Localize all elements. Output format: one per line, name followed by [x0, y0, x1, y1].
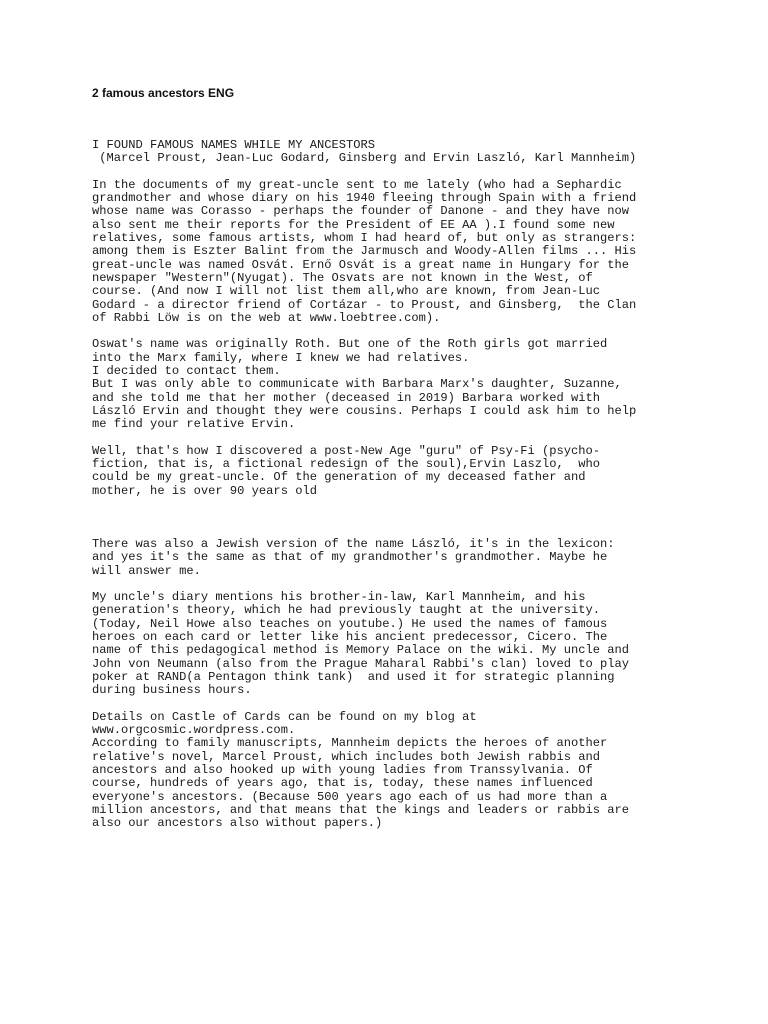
paragraph-line: I decided to contact them. — [92, 364, 281, 379]
paragraph-line: name of this pedagogical method is Memory Palace on the wiki. My uncle and — [92, 643, 630, 658]
paragraph-line: also sent me their reports for the President of EE AA ).I found some new — [92, 217, 615, 232]
paragraph-line: whose name was Corasso - perhaps the founder of Danone - and they have now — [92, 204, 630, 219]
paragraph-3 — [92, 538, 732, 578]
paragraph-line: relative's novel, Marcel Proust, which includes both Jewish rabbis and — [92, 749, 601, 764]
paragraph-5 — [92, 711, 732, 831]
paragraph-line: grandmother and whose diary on his 1940 fleeing through Spain with a friend — [92, 191, 637, 206]
paragraph-line: course, hundreds of years ago, that is, today, these names influenced — [92, 776, 593, 791]
paragraph-line: newspaper "Western"(Nyugat). The Osvats are not known in the West, of — [92, 270, 593, 285]
body-title-names-line: (Marcel Proust, Jean-Luc Godard, Ginsberg and Ervin Laszló, Karl Mannheim) — [92, 151, 637, 166]
paragraph-line: László Ervin and thought they were cousins. Perhaps I could ask him to help — [92, 403, 637, 418]
paragraph-line: According to family manuscripts, Mannheim depicts the heroes of another — [92, 736, 608, 751]
paragraph-line: among them is Eszter Balint from the Jarmusch and Woody-Allen films ... His — [92, 244, 637, 259]
paragraph-gap — [92, 578, 732, 591]
body-title-line: I FOUND FAMOUS NAMES WHILE MY ANCESTORS — [92, 138, 376, 152]
paragraph-2 — [92, 445, 732, 498]
paragraph-line: mother, he is over 90 years old — [92, 483, 317, 498]
paragraph-line: during business hours. — [92, 683, 252, 698]
paragraph-line: everyone's ancestors. (Because 500 years ago each of us had more than a — [92, 789, 608, 804]
paragraph-line: and she told me that her mother (deceased in 2019) Barbara worked with — [92, 390, 601, 405]
paragraph-gap — [92, 511, 732, 538]
paragraph-1 — [92, 338, 732, 431]
paragraph-line: poker at RAND(a Pentagon think tank) and used it for strategic planning — [92, 669, 615, 684]
paragraph-line: Godard - a director friend of Cortázar - to Proust, and Ginsberg, the Clan — [92, 297, 637, 312]
document-body — [92, 139, 732, 830]
paragraph-line: generation's theory, which he had previously taught at the university. — [92, 603, 601, 618]
paragraph-line: will answer me. — [92, 563, 201, 578]
paragraph-line: Well, that's how I discovered a post-New Age "guru" of Psy-Fi (psycho- — [92, 443, 601, 458]
paragraph-line: could be my great-uncle. Of the generation of my deceased father and — [92, 470, 586, 485]
document-heading: 2 famous ancestors ENG — [92, 86, 235, 100]
paragraph-gap — [92, 166, 732, 179]
paragraph-line: relatives, some famous artists, whom I had heard of, but only as strangers: — [92, 231, 637, 246]
paragraph-line: But I was only able to communicate with Barbara Marx's daughter, Suzanne, — [92, 377, 622, 392]
paragraph-line: John von Neumann (also from the Prague Maharal Rabbi's clan) loved to play — [92, 656, 630, 671]
paragraph-line: of Rabbi Löw is on the web at www.loebtree.com). — [92, 310, 441, 325]
paragraph-line: fiction, that is, a fictional redesign of the soul),Ervin Laszlo, who — [92, 457, 601, 472]
paragraph-line: into the Marx family, where I knew we had relatives. — [92, 350, 470, 365]
paragraph-line: My uncle's diary mentions his brother-in-law, Karl Mannheim, and his — [92, 590, 586, 605]
paragraph-line: (Today, Neil Howe also teaches on youtube.) He used the names of famous — [92, 616, 608, 631]
paragraph-line: million ancestors, and that means that the kings and leaders or rabbis are — [92, 802, 630, 817]
paragraph-line: great-uncle was named Osvát. Ernő Osvát is a great name in Hungary for the — [92, 257, 630, 272]
paragraph-gap — [92, 432, 732, 445]
paragraph-gap — [92, 498, 732, 511]
paragraph-gap — [92, 325, 732, 338]
paragraph-line: me find your relative Ervin. — [92, 417, 296, 432]
paragraph-line: also our ancestors also without papers.) — [92, 816, 383, 831]
paragraph-line: Details on Castle of Cards can be found on my blog at — [92, 709, 477, 724]
paragraph-line: course. (And now I will not list them all,who are known, from Jean-Luc — [92, 284, 601, 299]
paragraph-0 — [92, 179, 732, 325]
paragraph-line: ancestors and also hooked up with young ladies from Transsylvania. Of — [92, 762, 593, 777]
paragraph-line: heroes on each card or letter like his ancient predecessor, Cicero. The — [92, 629, 608, 644]
paragraph-line: and yes it's the same as that of my grandmother's grandmother. Maybe he — [92, 550, 608, 565]
paragraph-line: In the documents of my great-uncle sent to me lately (who had a Sephardic — [92, 177, 622, 192]
paragraph-line: Oswat's name was originally Roth. But one of the Roth girls got married — [92, 337, 608, 352]
paragraph-line: www.orgcosmic.wordpress.com. — [92, 723, 296, 738]
paragraph-gap — [92, 697, 732, 710]
paragraph-line: There was also a Jewish version of the name László, it's in the lexicon: — [92, 536, 615, 551]
paragraph-4 — [92, 591, 732, 697]
